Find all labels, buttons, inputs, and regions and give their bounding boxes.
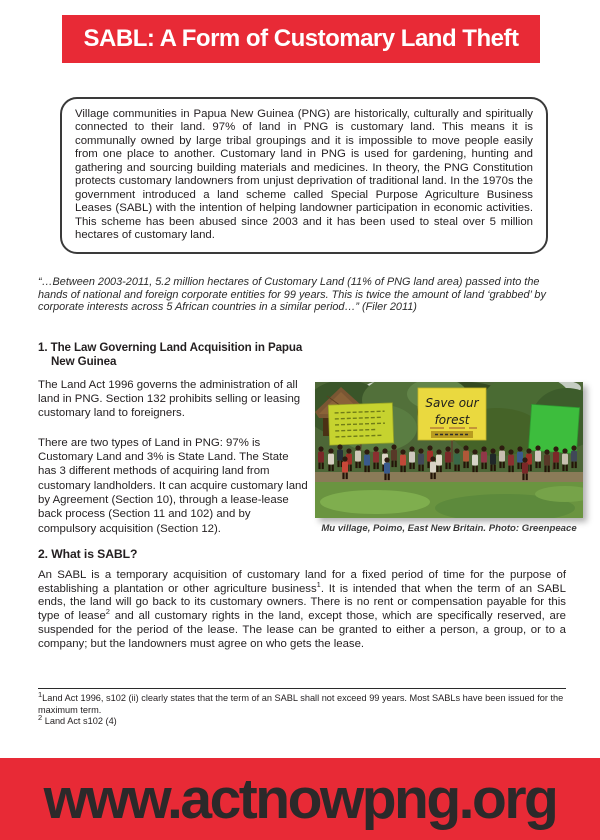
save-our-forest-banner (418, 388, 486, 440)
sign-text-line1: Save our (425, 396, 479, 410)
footnote-1-marker: 1 (38, 689, 43, 699)
website-url: www.actnowpng.org (43, 767, 557, 831)
section-1 (38, 341, 310, 536)
section-2-text-3: and all customary rights in the land, except those, which are specifically reserved, are suspended for the period of the lease. The lease can be granted to either a person, a group, or to a company; but the landowners must agree on who gets the lease. (38, 610, 566, 650)
section-1-heading (38, 341, 310, 369)
header-banner (62, 15, 540, 63)
section-1-paragraph-1: The Land Act 1996 governs the administration of all land in PNG. Section 132 prohibits selling or leasing customary land to foreigners. (38, 378, 301, 420)
intro-box (60, 97, 548, 254)
photo-caption: Mu village, Poimo, East New Britain. Photo: Greenpeace (321, 523, 577, 534)
footnote-1 (38, 689, 566, 716)
section-2-paragraph (38, 569, 566, 652)
footnote-marker-1: 1 (316, 579, 321, 589)
footnote-2-marker: 2 (38, 713, 43, 723)
footnote-2 (38, 713, 566, 728)
section-2 (38, 548, 566, 651)
sign-text-line2: forest (434, 413, 470, 427)
left-banner (328, 403, 393, 445)
footnote-1-text: Land Act 1996, s102 (ii) clearly states that the term of an SABL shall not exceed 99 years. Most SABLs have been issued for the maximum term. (38, 693, 564, 715)
footer-banner (0, 758, 600, 840)
section-2-text-2: . It is intended that when the term of an SABL ends, the land will go back to its customary owners. There is no rent or compensation payable for this type of lease (38, 582, 566, 623)
section-2-text-1: An SABL is a temporary acquisition of customary land for a fixed period of time for the purpose of establishing a plantation or other agriculture business (38, 568, 566, 595)
village-photo (315, 382, 583, 518)
section-1-heading-line1: 1. The Law Governing Land Acquisition in Papua (38, 341, 303, 354)
footnote-2-text: Land Act s102 (4) (42, 716, 117, 727)
footnote-marker-2: 2 (105, 607, 110, 617)
section-2-heading: 2. What is SABL? (38, 547, 138, 561)
page-title: SABL: A Form of Customary Land Theft (83, 25, 519, 52)
intro-text: Village communities in Papua New Guinea (PNG) are historically, culturally and spiritually connected to their land. 97% of land in PNG is customary land. This means it is communally owned by large tribal groupings and it is impossible to move people easily from one place to another. Customary land in PNG is used for gardening, hunting and gathering and sourcing building materials and medicines. In theory, the PNG Constitution protects customary landowners from unjust deprivation of traditional land. In the 1970s the government introduced a land scheme called Special Purpose Agriculture Business Leases (SABL) with the intention of helping landowner participation in economic activities. This scheme has been abused since 2003 and it has been used to steal over 5 million hectares of customary land. (75, 108, 533, 242)
section-1-heading-line2: New Guinea (51, 354, 117, 368)
village-photo-figure (315, 382, 583, 534)
section-1-paragraph-2: There are two types of Land in PNG: 97% is Customary Land and 3% is State Land. The State has 3 different methods of acquiring land from customary landholders. It can acquire customary land by Agreement (Section 10), through a lease-lease back process (Section 11 and 102) and by compulsory acquisition (Section 12). (38, 436, 308, 535)
footnotes (38, 688, 566, 728)
pull-quote: “…Between 2003-2011, 5.2 million hectares of Customary Land (11% of PNG land area) passed into the hands of national and foreign corporate entities for 99 years. This is twice the amount of land ‘grabbed’ by corporate interests across 5 African countries in a similar period…” (Filer 2011) (38, 276, 546, 314)
